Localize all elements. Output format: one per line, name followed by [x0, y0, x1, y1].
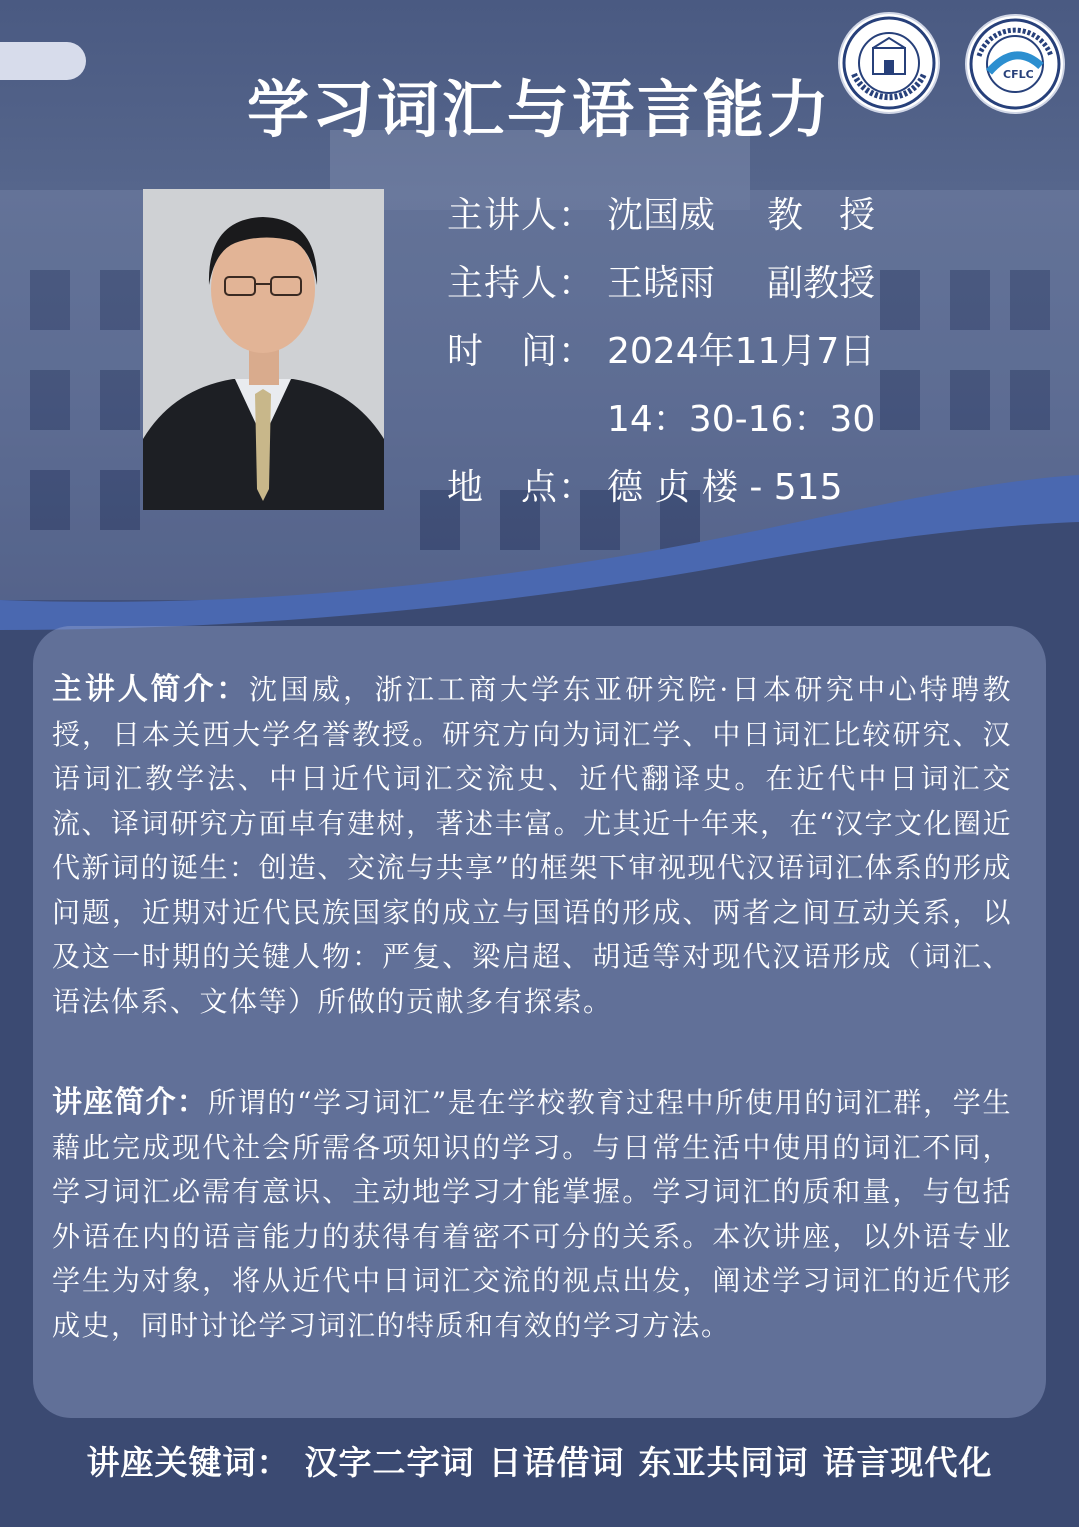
speaker-photo — [143, 189, 384, 510]
time-label: 时 间： — [447, 331, 596, 372]
place-row — [447, 462, 1067, 530]
lecture-summary — [52, 1081, 1012, 1348]
host-label: 主持人： — [447, 263, 596, 304]
lecture-keywords — [0, 1437, 1079, 1484]
place-label: 地 点： — [447, 467, 596, 508]
lecture-date: 2024年11月7日 — [607, 331, 876, 372]
college-seal-logo — [965, 14, 1065, 114]
lecture-heading: 讲座简介： — [52, 1085, 208, 1120]
page-title: 学习词汇与语言能力 — [246, 73, 832, 146]
speaker-title: 教 授 — [767, 195, 876, 236]
keyword-item: 汉字二字词 — [304, 1443, 475, 1482]
host-title: 副教授 — [767, 263, 876, 304]
bio-text: 沈国威，浙江工商大学东亚研究院·日本研究中心特聘教授，日本关西大学名誉教授。研究方向为词汇学、中日词汇比较研究、汉语词汇教学法、中日近代词汇交流史、近代翻译史。在近代中日词汇交流、译词研究方面卓有建树，著述丰富。尤其近十年来，在“汉字文化圈近代新词的诞生：创造、交流与共享”的框架下审视现代汉语词汇体系的形成问题，近期对近代民族国家的成立与国语的形成、两者之间互动关系，以及这一时期的关键人物：严复、梁启超、胡适等对现代汉语形成（词汇、语法体系、文体等）所做的贡献多有探索。 — [52, 673, 1013, 1018]
svg-text:CFLC: CFLC — [1003, 68, 1034, 81]
lecture-info — [447, 190, 1067, 530]
lecture-place: 德 贞 楼 - 515 — [607, 467, 843, 508]
host-row — [447, 258, 1067, 326]
keywords-label: 讲座关键词： — [86, 1443, 291, 1482]
lecture-time: 14：30-16：30 — [607, 399, 876, 440]
host-name: 王晓雨 — [607, 263, 716, 304]
university-seal-logo — [838, 12, 940, 114]
keyword-item: 语言现代化 — [822, 1443, 993, 1482]
time-row — [447, 394, 1067, 462]
speaker-row — [447, 190, 1067, 258]
keyword-item: 东亚共同词 — [638, 1443, 809, 1482]
lecture-text: 所谓的“学习词汇”是在学校教育过程中所使用的词汇群，学生藉此完成现代社会所需各项知识的学习。与日常生活中使用的词汇不同，学习词汇必需有意识、主动地学习才能掌握。学习词汇的质和量，与包括外语在内的语言能力的获得有着密不可分的关系。本次讲座，以外语专业学生为对象，将从近代中日词汇交流的视点出发，阐述学习词汇的近代形成史，同时讨论学习词汇的特质和有效的学习方法。 — [52, 1086, 1012, 1342]
date-row — [447, 326, 1067, 394]
speaker-name: 沈国威 — [607, 195, 716, 236]
keyword-item: 日语借词 — [488, 1443, 625, 1482]
speaker-label: 主讲人： — [447, 195, 596, 236]
bio-heading: 主讲人简介： — [52, 672, 250, 707]
speaker-bio — [52, 668, 1012, 1024]
